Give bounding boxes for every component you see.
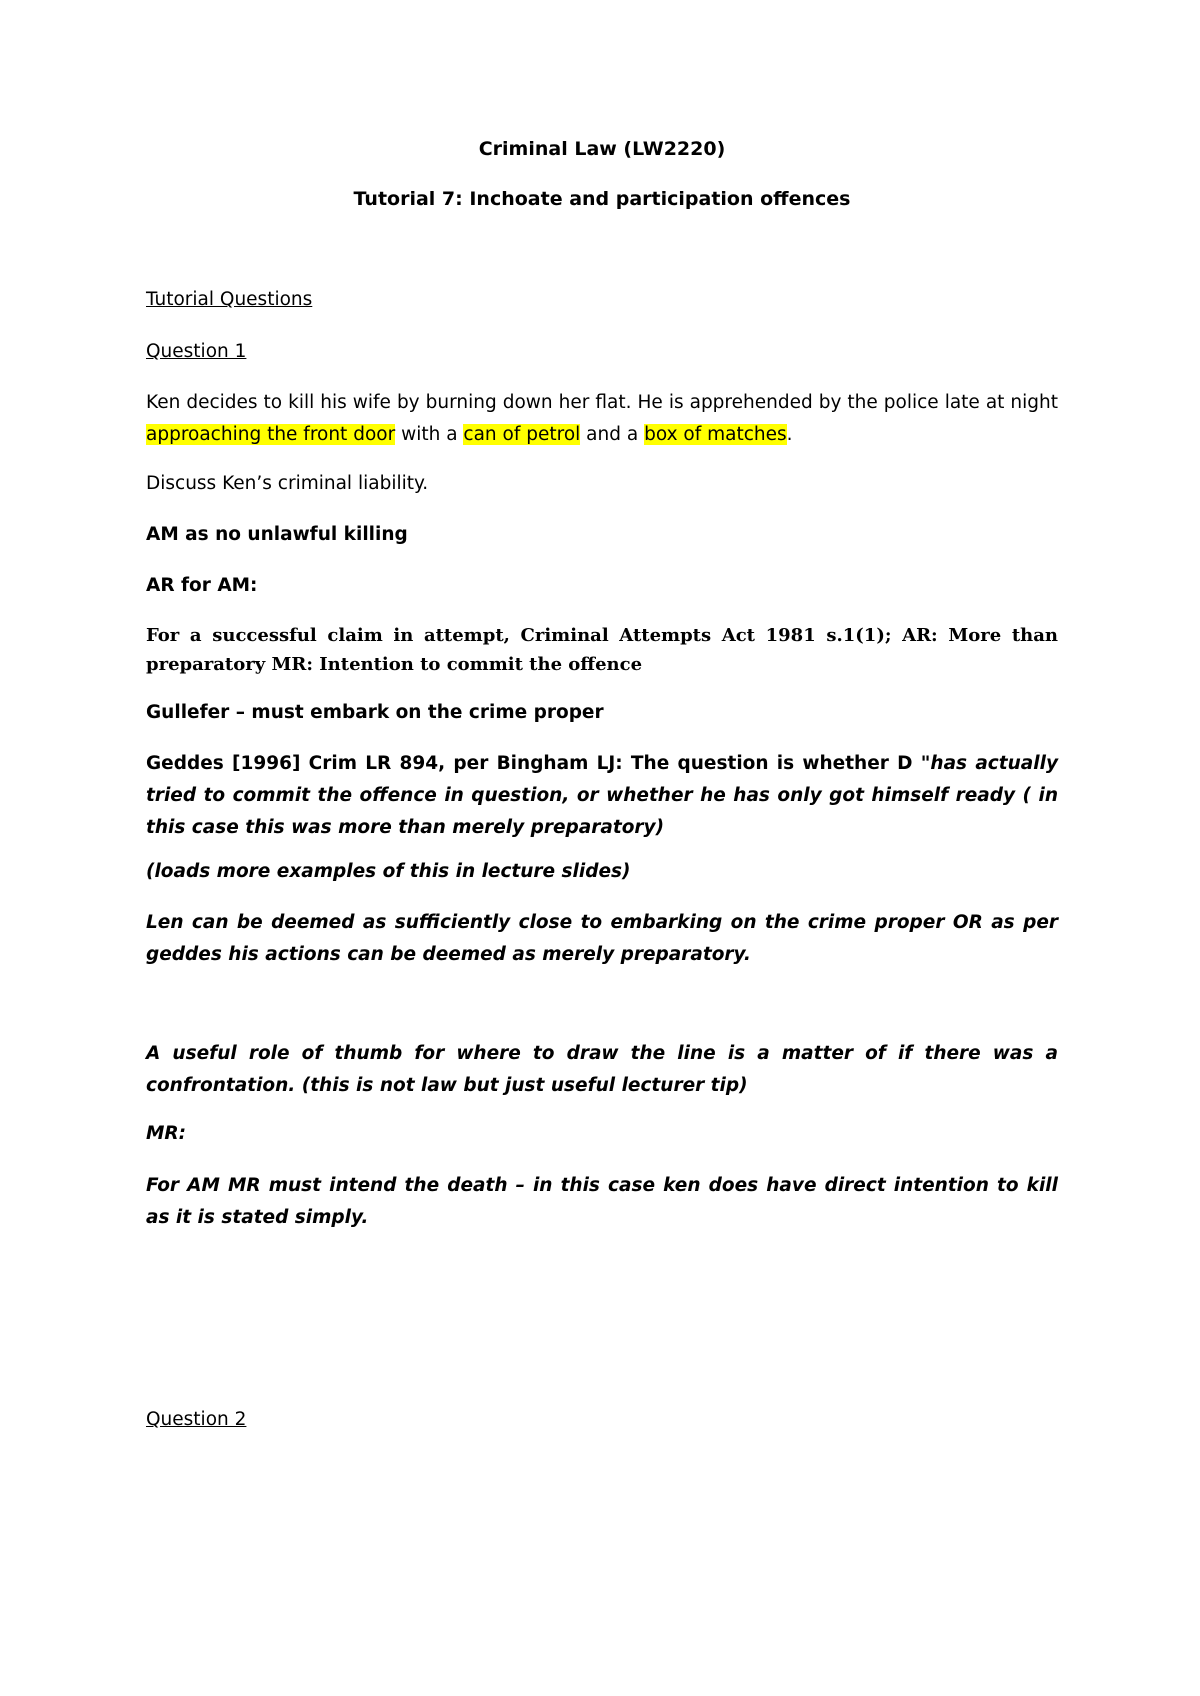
highlight-front-door: approaching the front door — [146, 424, 396, 445]
note-geddes — [146, 748, 1058, 844]
note-mr-label: MR: — [146, 1123, 187, 1144]
scenario-text-4: . — [786, 424, 793, 445]
tutorial-title: Tutorial 7: Inchoate and participation offences — [353, 188, 851, 210]
scenario-text-3: and a — [580, 424, 645, 445]
note-ar-for-am: AR for AM: — [146, 575, 258, 596]
geddes-citation: Geddes [1996] Crim LR 894, per Bingham LJ: The question is whether D — [146, 753, 921, 774]
highlight-can-of-petrol: can of petrol — [463, 424, 581, 445]
question-2-heading: Question 2 — [146, 1409, 247, 1430]
course-title: Criminal Law (LW2220) — [478, 138, 726, 160]
note-len-conclusion: Len can be deemed as sufficiently close to embarking on the crime proper OR as per geddes his actions can be deemed as merely preparatory. — [146, 912, 1058, 965]
tutorial-questions-heading: Tutorial Questions — [146, 289, 313, 310]
note-attempt-rule: For a successful claim in attempt, Criminal Attempts Act 1981 s.1(1); AR: More than preparatory MR: Intention to commit the offence — [146, 625, 1058, 675]
note-loads-more: (loads more examples of this in lecture slides) — [146, 861, 631, 882]
note-mr-detail: For AM MR must intend the death – in this case ken does have direct intention to kill as it is stated simply. — [146, 1175, 1058, 1228]
question-1-scenario — [146, 387, 1058, 451]
question-1-task: Discuss Ken’s criminal liability. — [146, 473, 429, 494]
highlight-box-of-matches: box of matches — [644, 424, 787, 445]
note-gullefer: Gullefer – must embark on the crime proper — [146, 702, 604, 723]
scenario-text-1: Ken decides to kill his wife by burning down her flat. He is apprehended by the police late at night — [146, 392, 1058, 413]
scenario-text-2: with a — [395, 424, 464, 445]
geddes-quote: "has actually tried to commit the offence in question, or whether he has only got himself ready ( in this case this was more than merely preparatory) — [146, 753, 1059, 838]
note-am-no-killing: AM as no unlawful killing — [146, 524, 408, 545]
question-1-heading: Question 1 — [146, 341, 247, 362]
note-rule-of-thumb: A useful role of thumb for where to draw the line is a matter of if there was a confrontation. (this is not law but just useful lecturer tip) — [146, 1043, 1058, 1096]
